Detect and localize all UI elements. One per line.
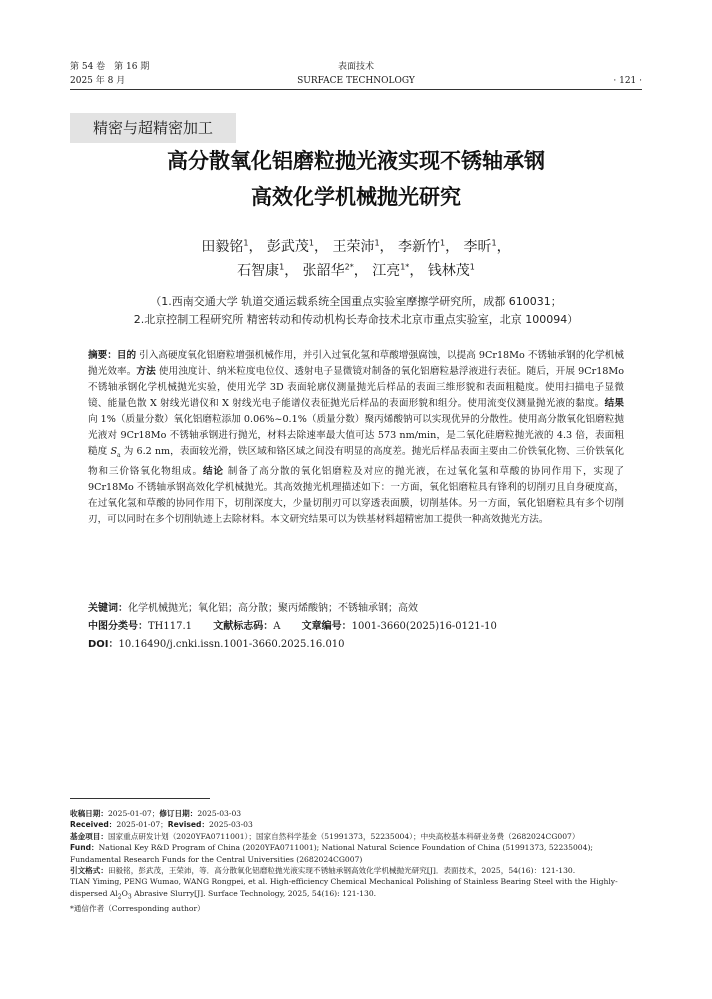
article-meta — [88, 600, 624, 654]
footnotes — [70, 808, 642, 914]
citation-cn-value: 田毅铭，彭武茂，王荣沛，等．高分散氧化铝磨粒抛光液实现不锈轴承钢高效化学机械抛光研究[J]．表面技术，2025，54(16)：121-130. — [107, 866, 576, 876]
author-mark: 1 — [308, 238, 314, 248]
keywords-label: 关键词： — [88, 603, 128, 614]
author-mark: 1 — [469, 262, 475, 272]
journal-name-cn: 表面技术 — [337, 62, 374, 72]
title-line-2: 高效化学机械抛光研究 — [251, 185, 461, 209]
fund-cn-value: 国家重点研发计划（2020YFA0711001）；国家自然科学基金（51991373，52235004）；中央高校基本科研业务费（2682024CG007） — [107, 831, 580, 841]
author-line-1: 田毅铭$^1$， 彭武茂$^1$， 王荣沛$^1$， 李新竹$^1$， 李昕$^1$， — [201, 238, 511, 255]
received-cn — [70, 808, 642, 819]
journal-name-en: SURFACE TECHNOLOGY — [297, 76, 415, 86]
volume-issue: 第 54 卷 第 16 期 — [70, 62, 150, 72]
author-mark: 1 — [491, 238, 497, 248]
doi — [88, 636, 624, 654]
doi-value[interactable]: 10.16490/j.cnki.issn.1001-3660.2025.16.010 — [118, 639, 345, 650]
corresponding-author: *通信作者（Corresponding author） — [70, 903, 205, 913]
title-line-1: 高分散氧化铝磨粒抛光液实现不锈轴承钢 — [167, 149, 545, 173]
abstract-objective-text: 引入高硬度氧化铝磨粒增强机械作用，并引入过氧化氢和草酸增强腐蚀，以提高 9Cr18Mo 不锈轴承钢的化学机械抛光效率。 — [88, 350, 624, 377]
roughness-symbol: S — [110, 446, 118, 457]
abstract-label: 摘要： — [88, 350, 117, 361]
abstract — [88, 348, 624, 528]
keywords-value: 化学机械抛光；氧化铝；高分散；聚丙烯酸钠；不锈轴承钢；高效 — [128, 603, 418, 614]
author: 钱林茂 — [427, 263, 470, 279]
doc-code-label: 文献标志码： — [213, 621, 274, 632]
running-head — [70, 60, 642, 90]
issue-date: 2025 年 8 月 — [70, 76, 126, 86]
affiliation-2: 2.北京控制工程研究所 精密转动和传动机构长寿命技术北京市重点实验室，北京 100094） — [133, 313, 579, 326]
revised-en-label: Revised： — [167, 820, 210, 830]
citation-en-part-1: TIAN Yiming, PENG Wumao, WANG Rongpei, et al. High-efficiency Chemical Mechanical Polishing of Stainless Bearing Steel with the Highly-dispersed Al — [70, 877, 618, 898]
author: 张韶华 — [302, 263, 345, 279]
abstract-results-text-2: 为 6.2 nm，表面较光滑，铁区域和铬区域之间没有明显的高度差。抛光后样品表面主要由二价铁氧化物、三价铁氧化物和三价铬氧化物组成。 — [88, 446, 624, 477]
received-cn-value: 2025-01-07； — [107, 809, 160, 818]
fund-cn — [70, 831, 642, 842]
author-mark: 1 — [374, 238, 380, 248]
author-mark: 1 — [440, 238, 446, 248]
author: 江亮 — [372, 263, 401, 279]
abstract-key-conclusion: 结论 — [202, 465, 224, 477]
affiliation-1: （1.西南交通大学 轨道交通运载系统全国重点实验室摩擦学研究所，成都 610031； — [150, 295, 562, 308]
received-cn-label: 收稿日期： — [70, 809, 108, 818]
citation-en-part-2: Abrasive Slurry[J]. Surface Technology, 2025, 54(16): 121-130. — [131, 888, 377, 898]
header-center — [70, 60, 642, 88]
author: 王荣沛 — [332, 239, 375, 255]
abstract-conclusion-text: 制备了高分散的氧化铝磨粒及对应的抛光液，在过氧化氢和草酸的协同作用下，实现了 9Cr18Mo 不锈轴承钢高效化学机械抛光。其高效抛光机理描述如下：一方面，氧化铝磨粒具有锋利的切削刃且自身硬度高，在过氧化氢和草酸的协同作用下，切削深度大，少量切削刃可以穿透表面膜，切削基体。另一方面，氧化铝磨粒具有多个切削刃，可以同时在多个切削轨迹上去除材料。本文研究结果可以为铁基材料超精密加工提供一种高效抛光方法。 — [88, 465, 624, 525]
author-mark: 1 — [243, 238, 249, 248]
clc-value: TH117.1 — [148, 621, 193, 632]
received-en — [70, 819, 642, 830]
received-en-label: Received： — [70, 820, 117, 830]
citation-en-mid: O — [121, 888, 128, 898]
citation-cn-label: 引文格式： — [70, 866, 108, 876]
affiliations — [70, 293, 642, 329]
article-number-value: 1001-3660(2025)16-0121-10 — [351, 621, 497, 632]
author: 石智康 — [237, 263, 280, 279]
footnote-rule — [70, 798, 210, 799]
abstract-key-objective: 目的 — [116, 350, 137, 361]
keywords — [88, 600, 624, 618]
fund-en-value: National Key R&D Program of China (2020YFA0711001); National Natural Science Foundation of China (51991373, 52235004); Fundamental Research Funds for the Central Universities (2682024CG007) — [70, 843, 593, 864]
fund-en — [70, 842, 642, 865]
citation-en — [70, 876, 642, 902]
author-list — [60, 235, 652, 283]
doi-label: DOI： — [88, 639, 119, 650]
revised-cn-value: 2025-03-03 — [197, 809, 242, 818]
author: 彭武茂 — [266, 239, 309, 255]
revised-en-value: 2025-03-03 — [209, 820, 253, 830]
citation-en-sub-2: 3 — [127, 893, 132, 901]
page-number: · 121 · — [613, 76, 642, 86]
fund-cn-label: 基金项目： — [70, 831, 108, 841]
roughness-subscript: a — [117, 451, 121, 459]
paper-title — [60, 143, 652, 215]
citation-en-sub-1: 2 — [117, 893, 122, 901]
classification — [88, 618, 624, 636]
fund-en-label: Fund： — [70, 843, 99, 853]
abstract-results-text: 向 1%（质量分数）氧化铝磨粒添加 0.06%~0.1%（质量分数）聚丙烯酸钠可以实现优异的分散性。使用高分散氧化铝磨粒抛光液对 9Cr18Mo 不锈轴承钢进行抛光，材料去除速率最大值可达 573 nm/min，是二氧化硅磨粒抛光液的 4.3 倍，表面粗糙度 — [88, 414, 624, 457]
abstract-key-results: 结果 — [604, 398, 625, 409]
author-line-2: 石智康$^1$， 张韶华$^{2*}$， 江亮$^{1*}$， 钱林茂$^1$ — [237, 262, 475, 279]
citation-cn — [70, 865, 642, 876]
author: 李新竹 — [398, 239, 440, 255]
doc-code-value: A — [273, 621, 281, 632]
abstract-key-methods: 方法 — [136, 366, 156, 377]
author: 李昕 — [463, 239, 492, 255]
author: 田毅铭 — [201, 239, 244, 255]
received-en-value: 2025-01-07； — [116, 820, 168, 830]
article-number-label: 文章编号： — [301, 621, 352, 632]
revised-cn-label: 修订日期： — [159, 809, 198, 818]
header-rule — [70, 89, 642, 90]
author-mark: 1 — [279, 262, 285, 272]
section-tag: 精密与超精密加工 — [70, 113, 236, 143]
author-mark: 1* — [400, 262, 410, 272]
clc-label: 中图分类号： — [88, 621, 148, 632]
author-mark: 2* — [344, 262, 354, 272]
abstract-methods-text: 使用浊度计、纳米粒度电位仪、透射电子显微镜对制备的氧化铝磨粒悬浮液进行表征。随后，开展 9Cr18Mo 不锈轴承钢化学机械抛光实验，使用光学 3D 表面轮廓仪测量抛光后样品的表面三维形貌和表面粗糙度。使用扫描电子显微镜、能量色散 X 射线光谱仪和 X 射线光电子能谱仪表征抛光后样品的表面形貌和组分。使用流变仪测量抛光液的黏度。 — [88, 366, 625, 409]
